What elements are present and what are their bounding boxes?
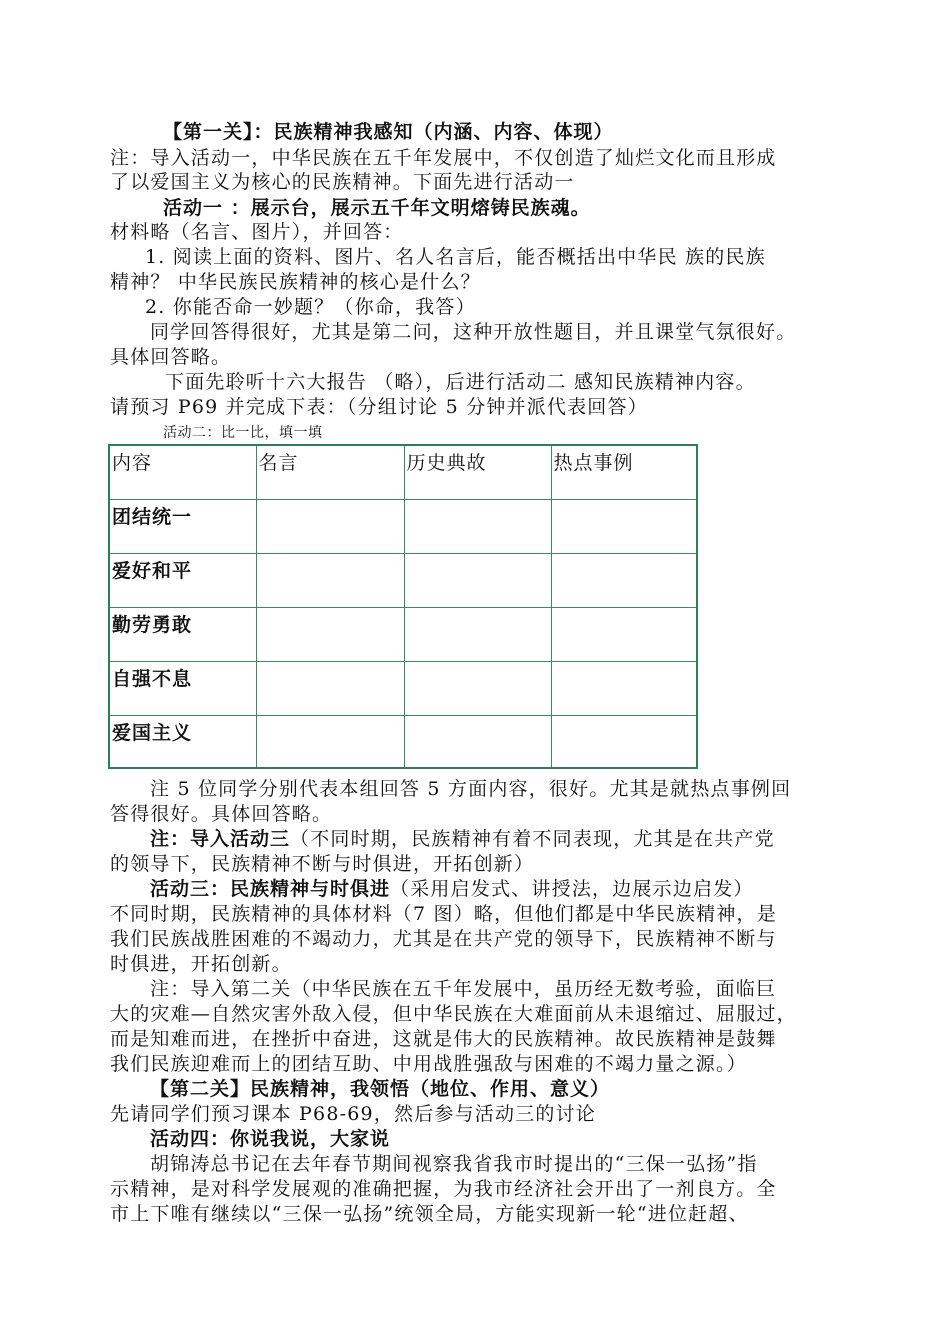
table-cell[interactable] [551, 554, 697, 608]
table-cell[interactable] [551, 716, 697, 769]
table-row-label: 爱国主义 [109, 716, 256, 769]
table-row-label: 自强不息 [109, 662, 256, 716]
paragraph-line: 答得很好。具体回答略。 [110, 803, 333, 825]
table-row [109, 662, 697, 716]
table-cell[interactable] [404, 662, 551, 716]
note-activity-three-label: 注：导入活动三 [150, 828, 291, 850]
question-item: 1. 阅读上面的资料、图片、名人名言后，能否概括出中华民 族的民族 [145, 246, 766, 268]
table-row-label: 团结统一 [109, 500, 256, 554]
paragraph-line: 的领导下，民族精神不断与时俱进，开拓创新） [110, 853, 535, 875]
table-row [109, 608, 697, 662]
paragraph-line [150, 827, 775, 851]
paragraph-line: 同学回答得很好，尤其是第二问，这种开放性题目，并且课堂气氛很好。 [150, 321, 797, 343]
table-cell[interactable] [256, 500, 404, 554]
activity-three-method: （采用启发式、讲授法，边展示边启发） [390, 878, 754, 900]
section-heading-second-level: 【第二关】民族精神，我领悟（地位、作用、意义） [150, 1078, 611, 1100]
activity-one-heading: 活动一 ：展示台，展示五千年文明熔铸民族魂。 [163, 197, 591, 219]
table-header-cell: 热点事例 [551, 445, 697, 500]
table-header-row [109, 445, 697, 500]
table-row [109, 500, 697, 554]
paragraph-line: 具体回答略。 [110, 346, 232, 368]
paragraph-line: 不同时期，民族精神的具体材料（7 图）略，但他们都是中华民族精神，是 [110, 903, 777, 925]
section-heading-first-level: 【第一关】：民族精神我感知（内涵、内容、体现） [163, 121, 614, 143]
paragraph-line: 胡锦涛总书记在去年春节期间视察我省我市时提出的“三保一弘扬”指 [150, 1153, 758, 1175]
paragraph-line: 我们民族战胜困难的不竭动力，尤其是在共产党的领导下，民族精神不断与 [110, 928, 777, 950]
paragraph-line: 大的灾难—自然灾害外敌入侵，但中华民族在大难面前从未退缩过、屈服过， [110, 1003, 797, 1025]
paragraph-line: 而是知难而进，在挫折中奋进，这就是伟大的民族精神。故民族精神是鼓舞 [110, 1028, 777, 1050]
paragraph-line: 市上下唯有继续以“三保一弘扬”统领全局，方能实现新一轮“进位赶超、 [110, 1203, 749, 1225]
paragraph-line: 先请同学们预习课本 P68-69，然后参与活动三的讨论 [110, 1103, 596, 1125]
table-cell[interactable] [256, 662, 404, 716]
table-cell[interactable] [404, 554, 551, 608]
paragraph-line: 注：导入第二关（中华民族在五千年发展中，虽历经无数考验，面临巨 [150, 978, 777, 1000]
table-cell[interactable] [551, 500, 697, 554]
table-cell[interactable] [404, 500, 551, 554]
table-header-cell: 名言 [256, 445, 404, 500]
paragraph-line: 材料略（名言、图片），并回答： [110, 221, 404, 243]
table-row [109, 716, 697, 769]
activity-four-heading: 活动四：你说我说，大家说 [150, 1128, 391, 1150]
table-cell[interactable] [256, 608, 404, 662]
paragraph-line: 请预习 P69 并完成下表：（分组讨论 5 分钟并派代表回答） [110, 396, 648, 418]
paragraph-line [150, 877, 754, 901]
paragraph-line: 注 5 位同学分别代表本组回答 5 方面内容，很好。尤其是就热点事例回 [150, 778, 792, 800]
paragraph-line: 示精神，是对科学发展观的准确把握，为我市经济社会开出了一剂良方。全 [110, 1178, 777, 1200]
paragraph-line: 我们民族迎难而上的团结互助、中用战胜强敌与困难的不竭力量之源。） [110, 1053, 747, 1075]
activity-three-heading: 活动三：民族精神与时俱进 [150, 878, 391, 900]
paragraph-line: 注：导入活动一，中华民族在五千年发展中，不仅创造了灿烂文化而且形成 [110, 147, 777, 169]
table-header-cell: 历史典故 [404, 445, 551, 500]
paragraph-line: 精神？ 中华民族民族精神的核心是什么？ [110, 271, 481, 293]
paragraph-line: 下面先聆听十六大报告 （略），后进行活动二 感知民族精神内容。 [165, 371, 756, 393]
table-cell[interactable] [404, 608, 551, 662]
table-cell[interactable] [551, 662, 697, 716]
table-cell[interactable] [256, 554, 404, 608]
table-row-label: 爱好和平 [109, 554, 256, 608]
activity-two-caption: 活动二：比一比，填一填 [163, 425, 323, 441]
activity-two-table [108, 444, 698, 769]
table-row-label: 勤劳勇敢 [109, 608, 256, 662]
table-header-cell: 内容 [109, 445, 256, 500]
note-activity-three-text: （不同时期，民族精神有着不同表现，尤其是在共产党 [290, 828, 775, 850]
question-item: 2. 你能否命一妙题？（你命，我答） [145, 296, 476, 318]
paragraph-line: 时俱进，开拓创新。 [110, 953, 292, 975]
table-cell[interactable] [551, 608, 697, 662]
table-cell[interactable] [256, 716, 404, 769]
table-cell[interactable] [404, 716, 551, 769]
table-row [109, 554, 697, 608]
paragraph-line: 了以爱国主义为核心的民族精神。下面先进行活动一 [110, 171, 575, 193]
